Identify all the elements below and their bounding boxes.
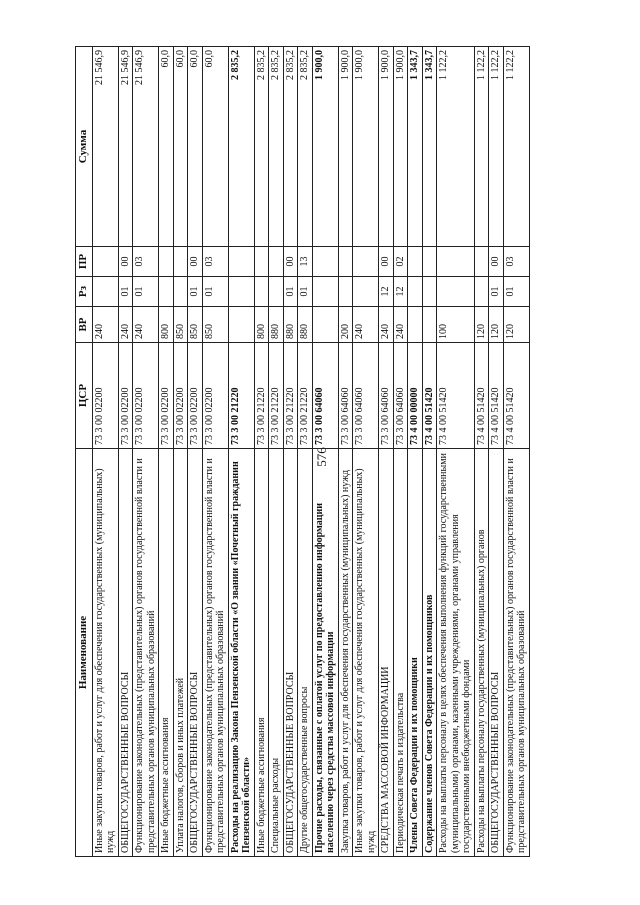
cell-pr: 02 — [393, 247, 408, 277]
cell-sum: 2 835,2 — [283, 47, 298, 247]
table-row — [474, 47, 489, 857]
cell-rz: 01 — [118, 277, 133, 307]
cell-rz: 01 — [283, 277, 298, 307]
cell-pr — [312, 247, 338, 277]
cell-vr: 880 — [283, 307, 298, 343]
table-row — [312, 47, 338, 857]
cell-sum: 60,0 — [173, 47, 188, 247]
cell-sum: 1 122,2 — [503, 47, 529, 247]
cell-sum: 1 900,0 — [353, 47, 379, 247]
header-vr: ВР — [76, 307, 93, 343]
cell-sum: 21 546,9 — [92, 47, 118, 247]
cell-pr — [173, 247, 188, 277]
cell-vr: 200 — [338, 307, 353, 343]
cell-rz — [269, 277, 284, 307]
cell-rz: 01 — [188, 277, 203, 307]
cell-vr: 120 — [489, 307, 504, 343]
table-row — [408, 47, 423, 857]
cell-sum: 1 900,0 — [393, 47, 408, 247]
cell-pr: 03 — [133, 247, 159, 277]
cell-pr — [422, 247, 437, 277]
cell-csr: 73 3 00 64060 — [379, 343, 394, 449]
cell-sum: 2 835,2 — [269, 47, 284, 247]
cell-rz: 01 — [202, 277, 228, 307]
cell-vr: 120 — [503, 307, 529, 343]
cell-csr: 73 3 00 21220 — [254, 343, 269, 449]
cell-rz — [92, 277, 118, 307]
cell-rz — [474, 277, 489, 307]
cell-csr: 73 3 00 02200 — [92, 343, 118, 449]
cell-rz — [422, 277, 437, 307]
cell-pr — [353, 247, 379, 277]
cell-name: ОБЩЕГОСУДАРСТВЕННЫЕ ВОПРОСЫ — [188, 449, 203, 857]
cell-csr: 73 3 00 02200 — [202, 343, 228, 449]
cell-pr — [338, 247, 353, 277]
header-rz: Рз — [76, 277, 93, 307]
cell-vr: 240 — [92, 307, 118, 343]
cell-sum: 1 122,2 — [437, 47, 475, 247]
cell-csr: 73 3 00 64060 — [338, 343, 353, 449]
table-header-row — [76, 47, 93, 857]
cell-csr: 73 4 00 51420 — [503, 343, 529, 449]
cell-rz — [338, 277, 353, 307]
cell-name: ОБЩЕГОСУДАРСТВЕННЫЕ ВОПРОСЫ — [118, 449, 133, 857]
cell-vr: 850 — [188, 307, 203, 343]
cell-csr: 73 4 00 51420 — [474, 343, 489, 449]
cell-pr — [474, 247, 489, 277]
cell-vr: 880 — [298, 307, 313, 343]
cell-vr: 240 — [353, 307, 379, 343]
cell-rz — [353, 277, 379, 307]
cell-pr — [159, 247, 174, 277]
cell-vr: 120 — [474, 307, 489, 343]
cell-sum: 1 343,7 — [408, 47, 423, 247]
cell-name: Другие общегосударственные вопросы — [298, 449, 313, 857]
cell-name: Периодическая печать и издательства — [393, 449, 408, 857]
cell-rz: 01 — [133, 277, 159, 307]
header-csr: ЦСР — [76, 343, 93, 449]
cell-pr: 00 — [489, 247, 504, 277]
cell-vr: 240 — [393, 307, 408, 343]
header-pr: ПР — [76, 247, 93, 277]
cell-csr: 73 3 00 21220 — [269, 343, 284, 449]
table-row — [283, 47, 298, 857]
cell-name: Иные закупки товаров, работ и услуг для обеспечения государственных (муниципальных) нужд — [353, 449, 379, 857]
table-row — [422, 47, 437, 857]
cell-name: Иные бюджетные ассигнования — [159, 449, 174, 857]
table-row — [489, 47, 504, 857]
cell-sum: 1 900,0 — [338, 47, 353, 247]
budget-table — [75, 46, 530, 857]
table-row — [379, 47, 394, 857]
cell-csr: 73 3 00 64060 — [393, 343, 408, 449]
cell-sum: 2 835,2 — [298, 47, 313, 247]
cell-rz — [228, 277, 254, 307]
cell-name: Члены Совета Федерации и их помощники — [408, 449, 423, 857]
cell-csr: 73 3 00 02200 — [159, 343, 174, 449]
table-row — [254, 47, 269, 857]
cell-name: Содержание членов Совета Федерации и их помощников — [422, 449, 437, 857]
cell-pr: 03 — [503, 247, 529, 277]
table-row — [298, 47, 313, 857]
cell-name: Функционирование законодательных (представительных) органов государственной власти и представительных органов муниципальных образований — [503, 449, 529, 857]
cell-rz — [408, 277, 423, 307]
cell-name: Закупка товаров, работ и услуг для обеспечения государственных (муниципальных) нужд — [338, 449, 353, 857]
cell-pr: 00 — [379, 247, 394, 277]
cell-csr: 73 3 00 02200 — [173, 343, 188, 449]
table-row — [188, 47, 203, 857]
cell-csr: 73 4 00 51420 — [489, 343, 504, 449]
cell-name: Функционирование законодательных (представительных) органов государственной власти и представительных органов муниципальных образований — [133, 449, 159, 857]
cell-csr: 73 4 00 51420 — [422, 343, 437, 449]
cell-csr: 73 4 00 00000 — [408, 343, 423, 449]
cell-csr: 73 3 00 21220 — [228, 343, 254, 449]
cell-vr: 850 — [173, 307, 188, 343]
cell-vr: 240 — [118, 307, 133, 343]
table-row — [269, 47, 284, 857]
cell-name: Прочие расходы, связанные с оплатой услуг по предоставлению информации населению через средства массовой информации — [312, 449, 338, 857]
cell-pr — [228, 247, 254, 277]
cell-csr: 73 3 00 21220 — [283, 343, 298, 449]
cell-name: Иные бюджетные ассигнования — [254, 449, 269, 857]
header-name: Наименование — [76, 449, 93, 857]
cell-pr: 00 — [118, 247, 133, 277]
table-row — [159, 47, 174, 857]
page-number: 576 — [314, 447, 329, 467]
table-row — [173, 47, 188, 857]
table-row — [393, 47, 408, 857]
cell-name: Уплата налогов, сборов и иных платежей — [173, 449, 188, 857]
cell-vr: 800 — [159, 307, 174, 343]
cell-name: Иные закупки товаров, работ и услуг для обеспечения государственных (муниципальных) нужд — [92, 449, 118, 857]
table-row — [503, 47, 529, 857]
cell-name: Специальные расходы — [269, 449, 284, 857]
cell-sum: 1 343,7 — [422, 47, 437, 247]
cell-name: ОБЩЕГОСУДАРСТВЕННЫЕ ВОПРОСЫ — [489, 449, 504, 857]
table-row — [437, 47, 475, 857]
cell-sum: 21 546,9 — [118, 47, 133, 247]
cell-csr: 73 3 00 02200 — [118, 343, 133, 449]
cell-vr — [312, 307, 338, 343]
cell-name: ОБЩЕГОСУДАРСТВЕННЫЕ ВОПРОСЫ — [283, 449, 298, 857]
cell-vr — [228, 307, 254, 343]
cell-rz: 12 — [393, 277, 408, 307]
cell-name: СРЕДСТВА МАССОВОЙ ИНФОРМАЦИИ — [379, 449, 394, 857]
cell-rz: 12 — [379, 277, 394, 307]
cell-vr: 100 — [437, 307, 475, 343]
cell-vr: 850 — [202, 307, 228, 343]
cell-sum: 21 546,9 — [133, 47, 159, 247]
cell-name: Расходы на выплаты персоналу государственных (муниципальных) органов — [474, 449, 489, 857]
table-body — [92, 47, 529, 857]
cell-rz — [173, 277, 188, 307]
cell-csr: 73 3 00 64060 — [353, 343, 379, 449]
cell-rz — [159, 277, 174, 307]
cell-sum: 60,0 — [202, 47, 228, 247]
cell-name: Функционирование законодательных (представительных) органов государственной власти и представительных органов муниципальных образований — [202, 449, 228, 857]
cell-pr — [254, 247, 269, 277]
table-row — [228, 47, 254, 857]
table-row — [92, 47, 118, 857]
cell-pr: 03 — [202, 247, 228, 277]
cell-sum: 1 122,2 — [489, 47, 504, 247]
cell-pr — [437, 247, 475, 277]
cell-vr: 800 — [254, 307, 269, 343]
cell-sum: 1 900,0 — [312, 47, 338, 247]
cell-sum: 60,0 — [188, 47, 203, 247]
cell-pr: 00 — [283, 247, 298, 277]
cell-csr: 73 3 00 21220 — [298, 343, 313, 449]
cell-vr: 240 — [379, 307, 394, 343]
cell-csr: 73 3 00 64060 — [312, 343, 338, 449]
cell-csr: 73 3 00 02200 — [133, 343, 159, 449]
cell-vr: 240 — [133, 307, 159, 343]
table-row — [338, 47, 353, 857]
cell-vr — [422, 307, 437, 343]
cell-rz: 01 — [298, 277, 313, 307]
cell-pr: 13 — [298, 247, 313, 277]
cell-name: Расходы на реализацию Закона Пензенской области «О звании «Почетный гражданин Пензенской области» — [228, 449, 254, 857]
cell-pr — [269, 247, 284, 277]
cell-rz: 01 — [503, 277, 529, 307]
cell-name: Расходы на выплаты персоналу в целях обеспечения выполнения функций государственными (муниципальными) органами, казенными учреждениями, органами управления государственными внебюджетными фондами — [437, 449, 475, 857]
header-sum: Сумма — [76, 47, 93, 247]
cell-sum: 1 122,2 — [474, 47, 489, 247]
table-row — [202, 47, 228, 857]
cell-pr: 00 — [188, 247, 203, 277]
table-row — [133, 47, 159, 857]
cell-sum: 2 835,2 — [228, 47, 254, 247]
cell-rz — [437, 277, 475, 307]
budget-table-sheet — [75, 47, 561, 857]
cell-csr: 73 4 00 51420 — [437, 343, 475, 449]
cell-rz: 01 — [489, 277, 504, 307]
cell-sum: 1 900,0 — [379, 47, 394, 247]
table-row — [353, 47, 379, 857]
cell-vr — [408, 307, 423, 343]
cell-vr: 880 — [269, 307, 284, 343]
cell-sum: 2 835,2 — [254, 47, 269, 247]
cell-pr — [92, 247, 118, 277]
cell-rz — [312, 277, 338, 307]
cell-sum: 60,0 — [159, 47, 174, 247]
table-row — [118, 47, 133, 857]
cell-pr — [408, 247, 423, 277]
cell-csr: 73 3 00 02200 — [188, 343, 203, 449]
cell-rz — [254, 277, 269, 307]
